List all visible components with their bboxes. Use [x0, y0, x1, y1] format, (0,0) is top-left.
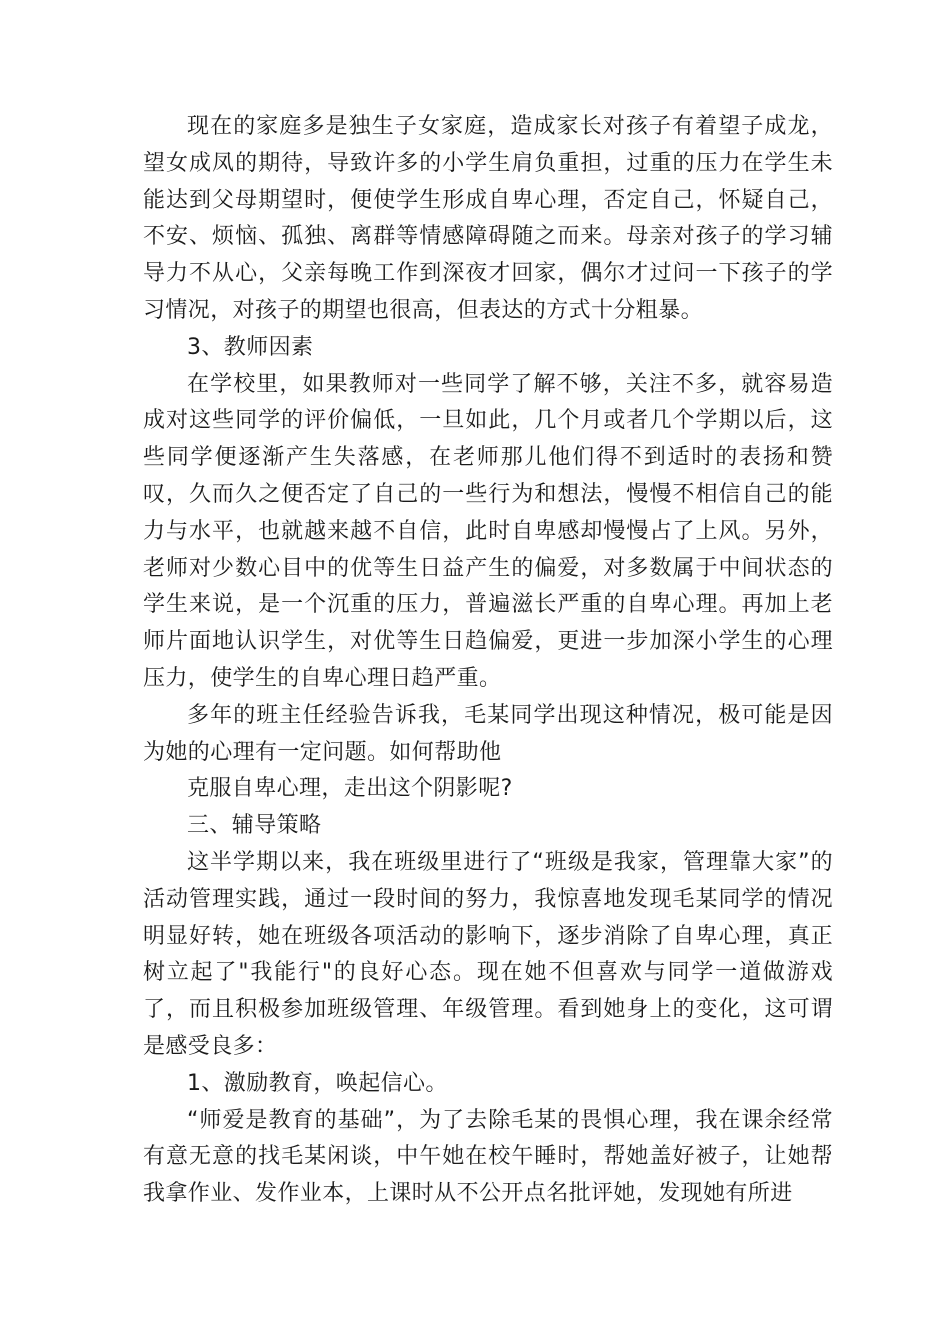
paragraph-class-practice: 这半学期以来，我在班级里进行了“班级是我家，管理靠大家”的活动管理实践，通过一段时间的努力，我惊喜地发现毛某同学的情况明显好转，她在班级各项活动的影响下，逐步消除了自卑心理，真正树立起了"我能行"的良好心态。现在她不但喜欢与同学一道做游戏了，而且积极参加班级管理、年级管理。看到她身上的变化，这可谓是感受良多： — [143, 849, 833, 1059]
paragraph-teacher-factors: 在学校里，如果教师对一些同学了解不够，关注不多，就容易造成对这些同学的评价偏低，一旦如此，几个月或者几个学期以后，这些同学便逐渐产生失落感，在老师那儿他们得不到适时的表扬和赞叹，久而久之便否定了自己的一些行为和想法，慢慢不相信自己的能力与水平，也就越来越不自信，此时自卑感却慢慢占了上风。另外，老师对少数心目中的优等生日益产生的偏爱，对多数属于中间状态的学生来说，是一个沉重的压力，普遍滋长严重的自卑心理。再加上老师片面地认识学生，对优等生日趋偏爱，更进一步加深小学生的心理压力，使学生的自卑心理日趋严重。 — [143, 371, 833, 691]
document-body — [143, 109, 833, 1213]
heading-counseling-strategy: 三、辅导策略 — [187, 813, 322, 839]
paragraph-family-pressure: 现在的家庭多是独生子女家庭，造成家长对孩子有着望子成龙，望女成凤的期待，导致许多的小学生肩负重担，过重的压力在学生未能达到父母期望时，便使学生形成自卑心理，否定自己，怀疑自己，不安、烦恼、孤独、离群等情感障碍随之而来。母亲对孩子的学习辅导力不从心，父亲每晚工作到深夜才回家，偶尔才过问一下孩子的学习情况，对孩子的期望也很高，但表达的方式十分粗暴。 — [143, 114, 833, 323]
paragraph-teacher-love: “师爱是教育的基础”，为了去除毛某的畏惧心理，我在课余经常有意无意的找毛某闲谈，中午她在校午睡时，帮她盖好被子，让她帮我拿作业、发作业本，上课时从不公开点名批评她，发现她有所进 — [143, 1107, 833, 1207]
heading-teacher-factors: 3、教师因素 — [187, 334, 314, 360]
paragraph-overcome-question: 克服自卑心理，走出这个阴影呢? — [187, 776, 513, 802]
paragraph-experience: 多年的班主任经验告诉我，毛某同学出现这种情况，极可能是因为她的心理有一定问题。如何帮助他 — [143, 702, 833, 765]
heading-encouragement: 1、激励教育，唤起信心。 — [187, 1070, 448, 1096]
